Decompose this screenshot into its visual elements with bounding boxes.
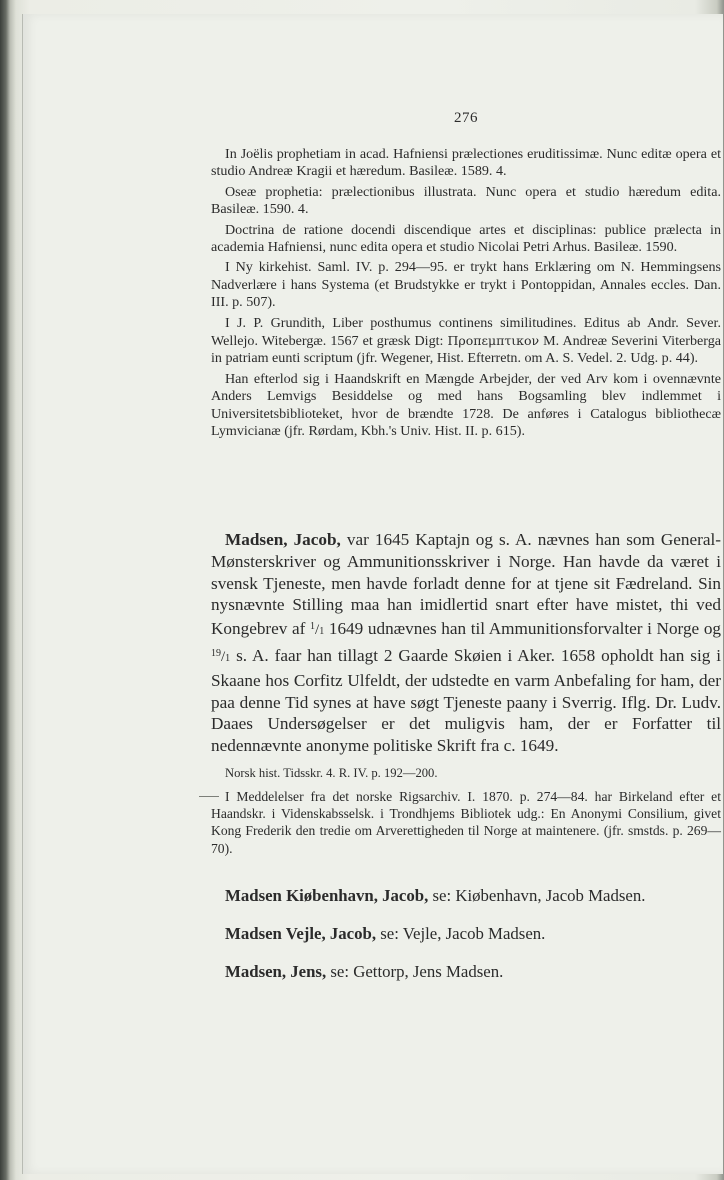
cross-ref-head: Madsen, Jens,	[225, 962, 327, 981]
note-osea: Oseæ prophetia: prælectionibus illustrata. Nunc opera et studio hæredum edita. Basileæ. 1590. 4.	[211, 183, 721, 218]
note-joel: In Joëlis prophetiam in acad. Hafniensi prælectiones eruditissimæ. Nunc editæ opera et studio Andreæ Kragii et hæredum. Basileæ. 1589. 4.	[211, 146, 721, 180]
note-grundith-tail: M. Andreæ Severini Viterberga in patriam eunti scriptum (jfr. Wegener, Hist. Efterretn. om A. S. Vedel. 2. Udg. p. 44).	[211, 333, 721, 367]
entry-head: Madsen, Jacob,	[225, 530, 341, 549]
entry-text-b: 1649 udnævnes han til Ammunitionsforvalter i Norge og	[328, 619, 722, 639]
entry-text-c: s. A. faar han tillagt 2 Gaarde Skøien i Aker. 1658 opholdt han sig i Skaane hos Corfitz Ulfeldt, der udstedte en varm Anbefaling for ham, der paa denne Tid synes at have søgt Tjeneste paany i Sverrig. Iflg. Dr. Ludv. Daaes Undersøgelser er det muligvis ham, der er Forfatter til nedennævnte anonyme politiske Skrift fra c. 1649.	[211, 645, 721, 756]
note-meddelelser: I Meddelelser fra det norske Rigsarchiv. I. 1870. p. 274—84. har Birkeland efter et Haandskr. i Videnskabsselsk. i Trondhjems Bibliotek udg.: En Anonymi Consilium, givet Kong Frederik den tredie om Arverettigheden til Norge at maintenere. (jfr. smstds. p. 269—70).	[211, 789, 721, 856]
notes-entry	[211, 788, 721, 860]
cross-ref-head: Madsen Vejle, Jacob,	[225, 924, 377, 943]
fraction-2-denominator: 1	[225, 652, 231, 664]
cross-ref-kiobenhavn	[225, 886, 645, 906]
cross-ref-see: se: Gettorp, Jens Madsen.	[330, 962, 504, 981]
fraction-1-numerator: 1	[310, 621, 316, 633]
note-haandskrift: Han efterlod sig i Haandskrift en Mængde Arbejder, der ved Arv kom i ovennævnte Anders Lemvigs Besiddelse og med hans Bogsamling blev indlemmet i Universitetsbiblioteket, hvor de brændte 1728. De anføres i Catalogus bibliothecæ Lymvicianæ (jfr. Rørdam, Kbh.'s Univ. Hist. II. p. 615).	[211, 370, 721, 440]
cross-ref-see: se: Kiøbenhavn, Jacob Madsen.	[432, 886, 646, 905]
entry-reference: Norsk hist. Tidsskr. 4. R. IV. p. 192—200.	[225, 766, 438, 780]
fraction-slash: /	[315, 622, 320, 639]
book-page	[22, 14, 723, 1174]
entry-text-a: var 1645 Kaptajn og s. A. nævnes han som General-Mønsterskriver og Ammunitionsskriver i Norge. Han havde da været i svensk Tjeneste, men havde forladt denne for at tjene sit Fædreland. Sin nysnævnte Stilling maa han imidlertid snart efter have mistet, thi ved Kongebrev af	[211, 530, 722, 639]
fraction-2-numerator: 19	[211, 647, 221, 659]
fraction-1-denominator: 1	[319, 626, 325, 638]
note-grundith-text: I J. P. Grundith, Liber posthumus continens similitudines. Editus ab Andr. Sever. Wellejo. Witebergæ. 1567 et græsk Digt:	[211, 314, 721, 350]
note-grundith	[211, 315, 721, 368]
cross-ref-head: Madsen Kiøbenhavn, Jacob,	[225, 886, 429, 905]
notes-top	[211, 146, 721, 444]
cross-ref-jens	[225, 962, 503, 982]
cross-ref-vejle	[225, 924, 545, 944]
cross-ref-see: se: Vejle, Jacob Madsen.	[380, 924, 546, 943]
note-doctrina: Doctrina de ratione docendi discendique artes et disciplinas: publice prælecta in academia Hafniensi, nunc edita opera et studio Nicolai Petri Arhus. Basileæ. 1590.	[211, 221, 721, 256]
page-number: 276	[454, 110, 478, 126]
greek-word: Προπεμπτικον	[447, 333, 540, 349]
entry-madsen-jacob	[211, 529, 721, 757]
fraction-slash: /	[221, 648, 226, 665]
note-kirkehist: I Ny kirkehist. Saml. IV. p. 294—95. er trykt hans Erklæring om N. Hemmingsens Nadverlære i hans Systema (et Brudstykke er trykt i Pontoppidan, Annales eccles. Dan. III. p. 507).	[211, 259, 721, 311]
